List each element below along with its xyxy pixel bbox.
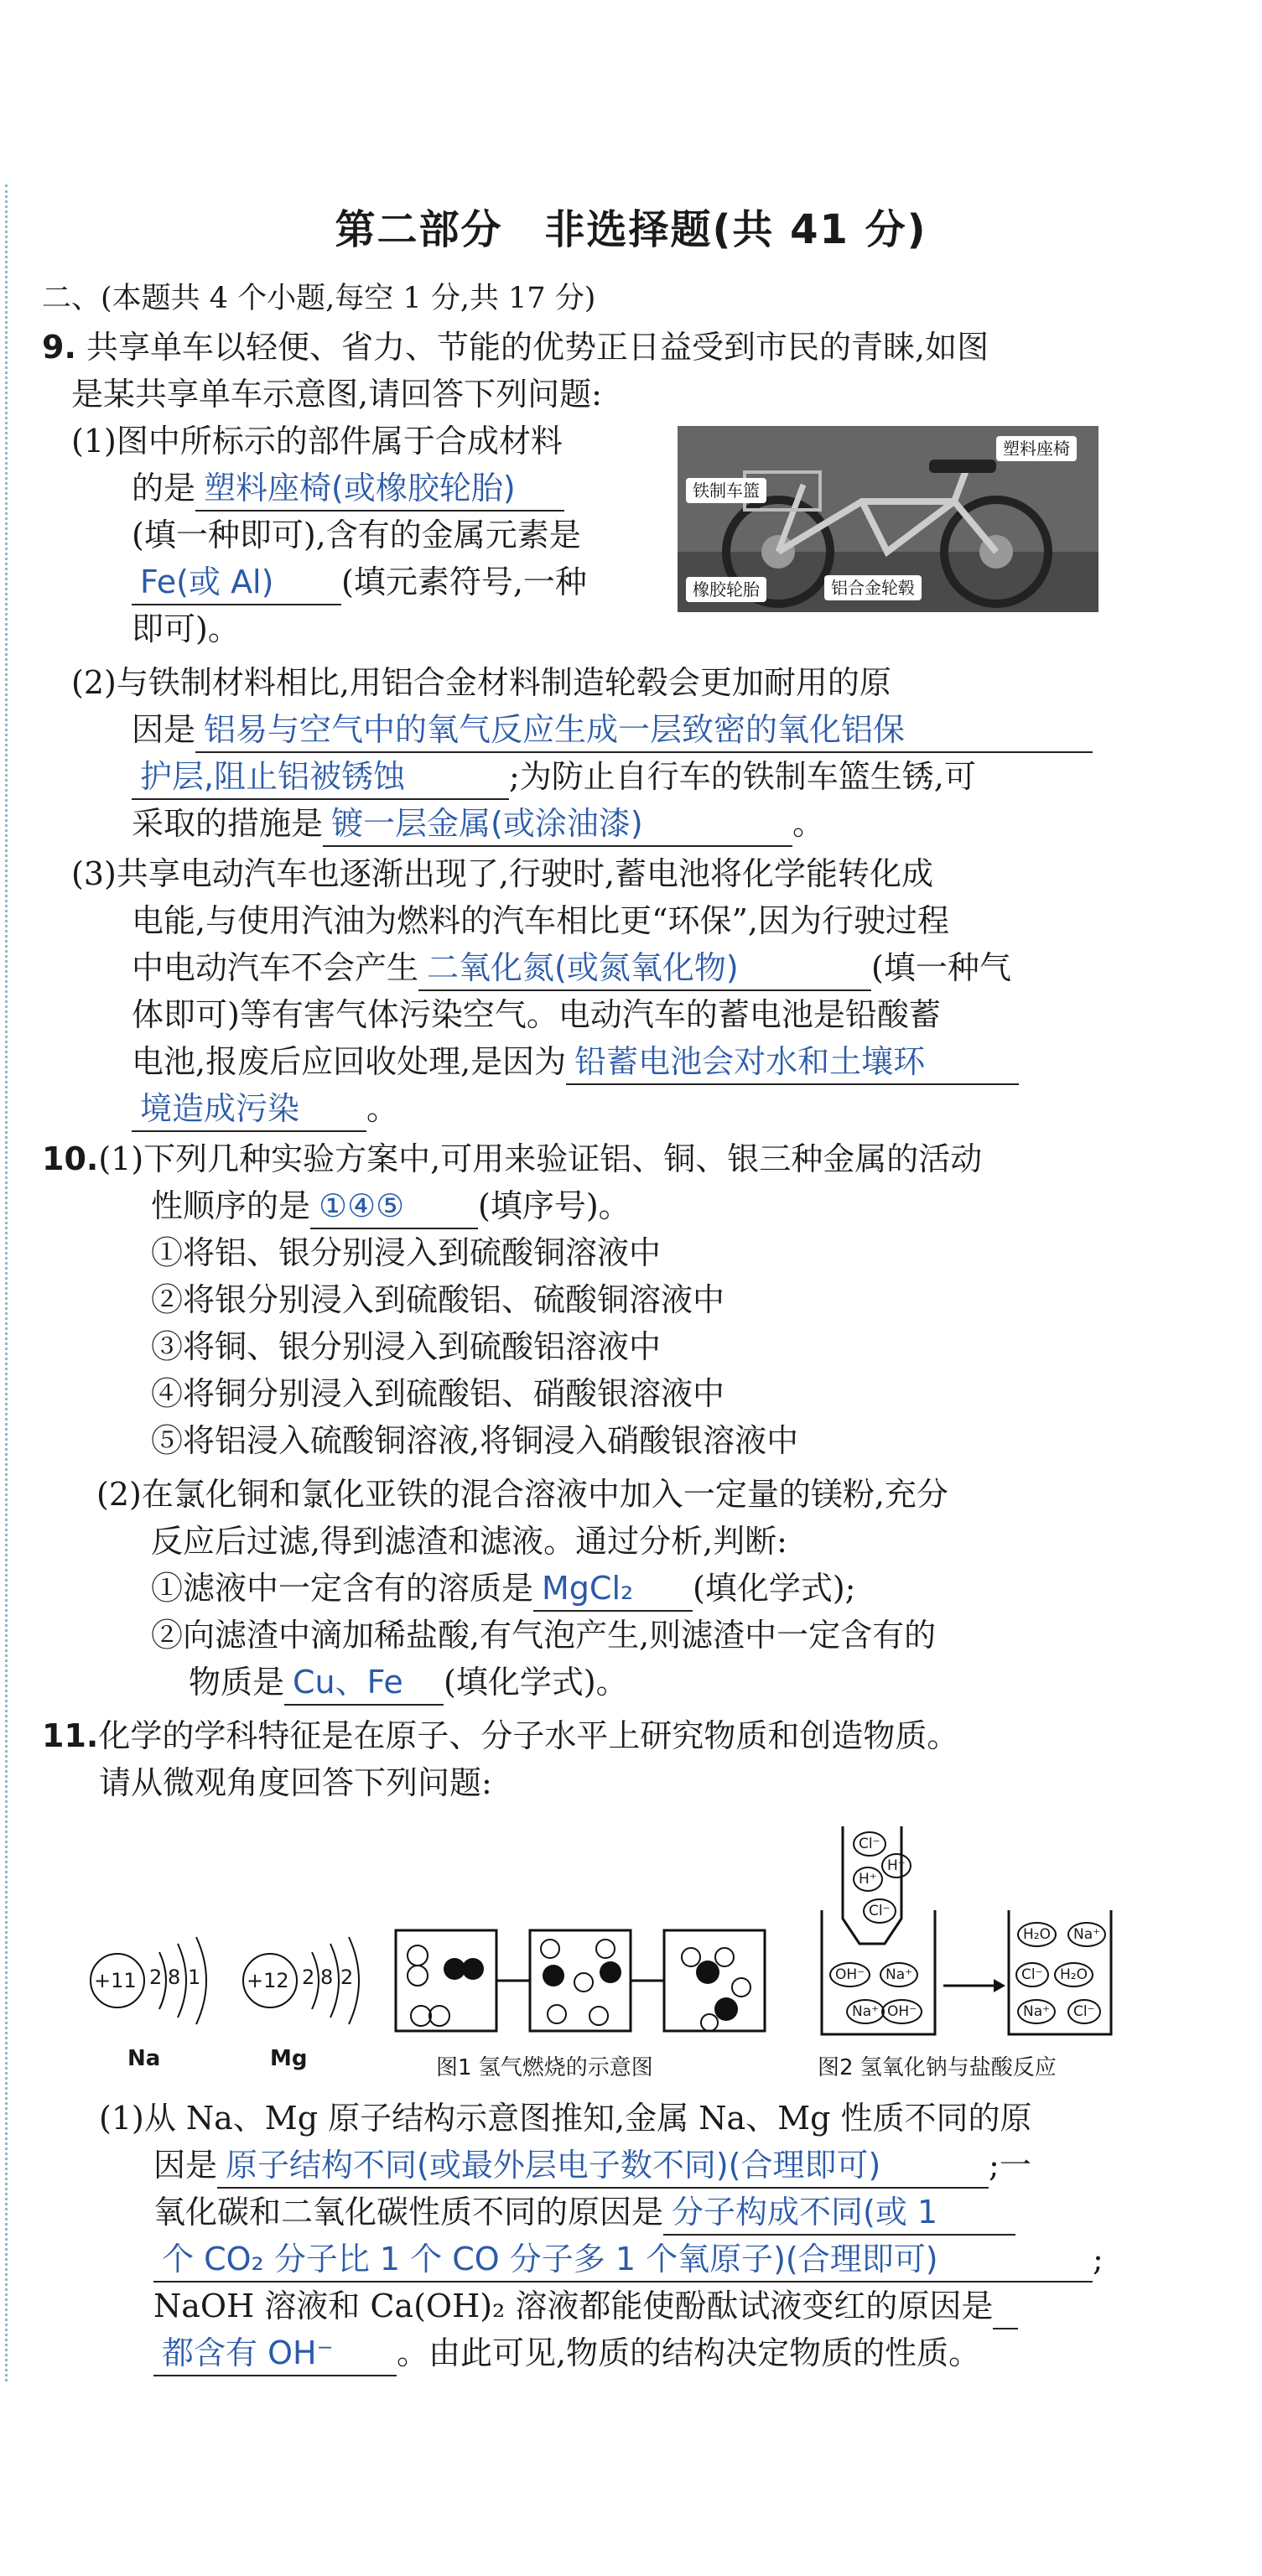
q9-answer-3a: 铝易与空气中的氧气反应生成一层致密的氧化铝保 xyxy=(195,708,1093,753)
q11-stem-1: 11.化学的学科特征是在原子、分子水平上研究物质和创造物质。 xyxy=(42,1717,959,1754)
q10-number: 10. xyxy=(42,1140,99,1177)
fig1-boxes-svg xyxy=(394,1929,788,2038)
bike-photo xyxy=(678,426,1098,612)
fig2-caption: 图2 氢氧化钠与盐酸反应 xyxy=(818,2055,1057,2080)
q9-answer-3b: 护层,阻止铝被锈蚀 xyxy=(132,755,509,800)
q10-part2-line1: (2)在氯化铜和氯化亚铁的混合溶液中加入一定量的镁粉,充分 xyxy=(96,1476,948,1513)
ion-left-4: OH⁻ xyxy=(881,1999,922,2024)
q11-part1-line1: (1)从 Na、Mg 原子结构示意图推知,金属 Na、Mg 性质不同的原 xyxy=(99,2100,1032,2137)
q9-part1-line4: Fe(或 Al) (填元素符号,一种 xyxy=(132,560,587,605)
na-shell-2: 8 xyxy=(168,1966,181,1989)
q9-part1-line1: (1)图中所标示的部件属于合成材料 xyxy=(71,423,563,460)
label-plastic-seat: 塑料座椅 xyxy=(996,436,1077,461)
ion-drop-1: Cl⁻ xyxy=(853,1831,886,1857)
ion-right-5: Na⁺ xyxy=(1017,1999,1056,2024)
q10-answer-1: ①④⑤ xyxy=(310,1184,478,1229)
na-nucleus: +11 xyxy=(94,1969,137,1992)
q9-part2-line2: 因是 铝易与空气中的氧气反应生成一层致密的氧化铝保 xyxy=(132,708,1093,753)
ion-drop-4: Cl⁻ xyxy=(863,1898,896,1924)
mg-shell-1: 2 xyxy=(302,1966,315,1989)
q11-answer-1: 原子结构不同(或最外层电子数不同)(合理即可) xyxy=(217,2143,989,2189)
na-shell-1: 2 xyxy=(149,1966,163,1989)
ion-right-2: Na⁺ xyxy=(1067,1922,1106,1947)
q10-option-2: ②将银分别浸入到硫酸铝、硫酸铜溶液中 xyxy=(151,1281,725,1318)
q11-number: 11. xyxy=(42,1717,99,1754)
q10-part2-line3: ①滤液中一定含有的溶质是 MgCl₂ (填化学式); xyxy=(151,1566,855,1612)
q10-answer-3: Cu、Fe xyxy=(284,1660,444,1706)
ion-left-3: Na⁺ xyxy=(846,1999,885,2024)
q9-number: 9. xyxy=(42,329,76,366)
q9-part1-line2: 的是 塑料座椅(或橡胶轮胎) xyxy=(132,466,564,512)
q11-answer-3: 都含有 OH⁻ xyxy=(153,2331,397,2376)
q9-answer-2: Fe(或 Al) xyxy=(132,560,341,605)
q10-option-3: ③将铜、银分别浸入到硫酸铝溶液中 xyxy=(151,1328,662,1365)
q10-part1-line2: 性顺序的是 ①④⑤ (填序号)。 xyxy=(151,1184,631,1229)
ion-right-4: H₂O xyxy=(1054,1962,1093,1987)
binding-margin xyxy=(5,184,8,2381)
q11-stem-2: 请从微观角度回答下列问题: xyxy=(99,1764,492,1801)
q10-part1-line1: 10.(1)下列几种实验方案中,可用来验证铝、铜、银三种金属的活动 xyxy=(42,1140,983,1177)
q9-part3-line1: (3)共享电动汽车也逐渐出现了,行驶时,蓄电池将化学能转化成 xyxy=(71,855,933,892)
q9-part1-line3: (填一种即可),含有的金属元素是 xyxy=(132,517,581,553)
q11-part1-line4: 个 CO₂ 分子比 1 个 CO 分子多 1 个氧原子)(合理即可) ; xyxy=(153,2237,1104,2283)
na-label: Na xyxy=(127,2046,161,2071)
q9-part2-line4: 采取的措施是 镀一层金属(或涂油漆) 。 xyxy=(132,802,824,847)
label-rubber-tire: 橡胶轮胎 xyxy=(686,577,766,602)
q9-answer-6a: 铅蓄电池会对水和土壤环 xyxy=(566,1040,1019,1085)
q11-part1-line2: 因是 原子结构不同(或最外层电子数不同)(合理即可) ;一 xyxy=(153,2143,1031,2189)
fig1-caption: 图1 氢气燃烧的示意图 xyxy=(436,2055,653,2080)
fig1-hydrogen-combustion xyxy=(394,1929,788,2038)
q9-answer-1: 塑料座椅(或橡胶轮胎) xyxy=(195,466,564,512)
ion-drop-2: H⁺ xyxy=(853,1867,883,1892)
atom-structure-diagrams xyxy=(84,1929,386,2071)
q9-part3-line5: 电池,报废后应回收处理,是因为 铅蓄电池会对水和土壤环 xyxy=(132,1040,1019,1085)
mg-label: Mg xyxy=(270,2046,308,2071)
q9-part1-line5: 即可)。 xyxy=(132,610,240,647)
q11-part1-line5: NaOH 溶液和 Ca(OH)₂ 溶液都能使酚酞试液变红的原因是 xyxy=(153,2284,1018,2329)
mg-shell-3: 2 xyxy=(340,1966,354,1989)
q10-part2-line4: ②向滤渣中滴加稀盐酸,有气泡产生,则滤渣中一定含有的 xyxy=(151,1617,937,1654)
fig2-neutralization xyxy=(818,1818,1119,2044)
q11-answer-2b: 个 CO₂ 分子比 1 个 CO 分子多 1 个氧原子)(合理即可) xyxy=(153,2237,1093,2283)
q9-stem-1: 9. 共享单车以轻便、省力、节能的优势正日益受到市民的青睐,如图 xyxy=(42,329,989,366)
part-title: 第二部分 非选择题(共 41 分) xyxy=(335,206,927,253)
q10-option-4: ④将铜分别浸入到硫酸铝、硝酸银溶液中 xyxy=(151,1375,725,1412)
label-alloy-hub: 铝合金轮毂 xyxy=(824,575,922,600)
q9-part3-line3: 中电动汽车不会产生 二氧化氮(或氮氧化物) (填一种气 xyxy=(132,946,1011,991)
mg-nucleus: +12 xyxy=(247,1969,289,1992)
ion-right-3: Cl⁻ xyxy=(1015,1962,1049,1987)
q11-blank-start xyxy=(993,2284,1018,2329)
q10-option-5: ⑤将铝浸入硫酸铜溶液,将铜浸入硝酸银溶液中 xyxy=(151,1422,799,1459)
ion-left-1: OH⁻ xyxy=(829,1962,870,1987)
ion-left-2: Na⁺ xyxy=(880,1962,918,1987)
q10-part2-line5: 物质是 Cu、Fe (填化学式)。 xyxy=(189,1660,628,1706)
ion-right-6: Cl⁻ xyxy=(1067,1999,1101,2024)
q9-answer-4: 镀一层金属(或涂油漆) xyxy=(323,802,792,847)
q9-part2-line1: (2)与铁制材料相比,用铝合金材料制造轮毂会更加耐用的原 xyxy=(71,664,891,701)
section-heading: 二、(本题共 4 个小题,每空 1 分,共 17 分) xyxy=(42,282,596,315)
q11-part1-line3: 氧化碳和二氧化碳性质不同的原因是 分子构成不同(或 1 xyxy=(153,2190,1015,2236)
q10-answer-2: MgCl₂ xyxy=(533,1566,693,1612)
q9-part3-line4: 体即可)等有害气体污染空气。电动汽车的蓄电池是铅酸蓄 xyxy=(132,996,941,1033)
q9-part3-line6: 境造成污染 。 xyxy=(132,1087,398,1132)
q9-answer-6b: 境造成污染 xyxy=(132,1087,366,1132)
q9-answer-5: 二氧化氮(或氮氧化物) xyxy=(418,946,871,991)
q11-answer-2a: 分子构成不同(或 1 xyxy=(663,2190,1015,2236)
q10-option-1: ①将铝、银分别浸入到硫酸铜溶液中 xyxy=(151,1234,662,1271)
label-iron-basket: 铁制车篮 xyxy=(686,478,766,503)
ion-right-1: H₂O xyxy=(1017,1922,1057,1947)
q9-stem-2: 是某共享单车示意图,请回答下列问题: xyxy=(71,376,602,413)
mg-shell-2: 8 xyxy=(320,1966,334,1989)
q9-part2-line3: 护层,阻止铝被锈蚀 ;为防止自行车的铁制车篮生锈,可 xyxy=(132,755,976,800)
ion-drop-3: H⁺ xyxy=(881,1853,911,1878)
q9-part3-line2: 电能,与使用汽油为燃料的汽车相比更“环保”,因为行驶过程 xyxy=(132,902,950,939)
q11-part1-line6: 都含有 OH⁻ 。由此可见,物质的结构决定物质的性质。 xyxy=(153,2331,980,2376)
q10-part2-line2: 反应后过滤,得到滤渣和滤液。通过分析,判断: xyxy=(151,1523,787,1560)
na-shell-3: 1 xyxy=(188,1966,201,1989)
